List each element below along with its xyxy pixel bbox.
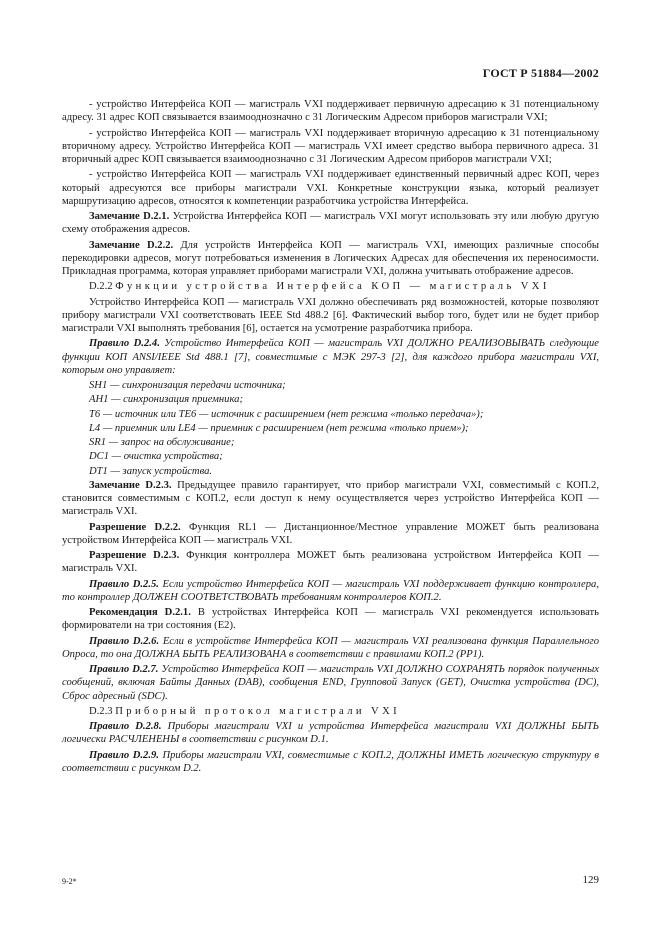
paragraph-text: - устройство Интерфейса КОП — магистраль VXI поддерживает вторичную адресацию к 31 потенциальному вторичному адресу. Устройство Интерфейса КОП — магистраль VXI имеет средство выбора первичного адреса. 31 вторичный адрес КОП связывается взаимооднозначно с 31 Логическим Адресом приборов магистрали VXI; [62, 127, 599, 165]
list-item [62, 450, 599, 463]
section-number: D.2.2 [89, 281, 113, 293]
clause-label: Правило D.2.4. [89, 338, 160, 350]
list-item [62, 379, 599, 392]
paragraph-text: Если устройство Интерфейса КОП — магистраль VXI поддерживает функцию контроллера, то контроллер ДОЛЖЕН СООТВЕТСТВОВАТЬ требованиям контроллеров КОП.2. [62, 578, 600, 603]
list-item [62, 436, 599, 449]
clause-label: Разрешение D.2.2. [89, 521, 181, 533]
paragraph [62, 168, 599, 208]
page-number: 129 [582, 874, 599, 886]
paragraph [62, 749, 599, 776]
body-text [62, 98, 599, 777]
paragraph [62, 635, 599, 662]
section-title: Функции устройства Интерфейса КОП — магистраль VXI [115, 281, 550, 293]
paragraph [62, 663, 599, 703]
paragraph-text: Устройство Интерфейса КОП — магистраль VXI должно обеспечивать ряд возможностей, которые позволяют прибору магистрали VXI соответствовать IEEE Std 488.2 [6]. Фактический выбор того, будет или не будет прибор магистрали VXI выполнять требования [6], остается на усмотрение разработчика прибора. [62, 296, 599, 334]
clause-label: Замечание D.2.1. [89, 211, 170, 222]
paragraph-text: Функция контроллера МОЖЕТ быть реализована устройством Интерфейса КОП — магистраль VXI. [62, 550, 600, 575]
paragraph-text: Приборы магистрали VXI, совместимые с КОП.2, ДОЛЖНЫ ИМЕТЬ логическую структуру в соответствии с рисунком D.2. [62, 749, 600, 774]
paragraph-text: Функция RL1 — Дистанционное/Местное управление МОЖЕТ быть реализована устройством Интерфейса КОП — магистраль VXI. [62, 521, 599, 546]
clause-label: Правило D.2.7. [89, 664, 159, 675]
paragraph-text: Устройства Интерфейса КОП — магистраль VXI могут использовать эту или любую другую схему отображения адресов. [62, 211, 600, 236]
paragraph [62, 720, 599, 747]
section-heading [62, 705, 599, 718]
paragraph-text: AH1 — синхронизация приемника; [89, 394, 243, 406]
paragraph [62, 296, 599, 336]
clause-label: Правило D.2.9. [89, 749, 159, 761]
paragraph [62, 210, 599, 237]
clause-label: Замечание D.2.3. [89, 479, 172, 491]
clause-label: Рекомендация D.2.1. [89, 607, 191, 618]
paragraph [62, 239, 599, 279]
paragraph-text: - устройство Интерфейса КОП — магистраль VXI поддерживает первичную адресацию к 31 потенциальному адресу. 31 адрес КОП связывается взаимооднозначно с 31 Логическим Адресом приборов магистрали VXI; [62, 99, 599, 124]
list-item [62, 422, 599, 435]
list-item [62, 408, 599, 421]
section-title: Приборный протокол магистрали VXI [115, 705, 401, 717]
section-number: D.2.3 [89, 705, 113, 717]
paragraph [62, 479, 599, 519]
paragraph-text: SR1 — запрос на обслуживание; [89, 437, 235, 448]
paragraph-text: В устройствах Интерфейса КОП — магистраль VXI рекомендуется использовать формирователи на три состояния (Е2). [62, 607, 599, 632]
clause-label: Разрешение D.2.3. [89, 550, 180, 561]
clause-label: Правило D.2.6. [89, 635, 160, 647]
paragraph-text: DC1 — очистка устройства; [89, 451, 223, 463]
paragraph [62, 98, 599, 125]
paragraph-text: - устройство Интерфейса КОП — магистраль VXI поддерживает единственный первичный адрес КОП, через который адресуются все приборы магистрали VXI. Конкретные конструкции языка, который реализует маршрутизацию адресов, относятся к компетенции разработчика устройства Интерфейса. [62, 169, 599, 207]
paragraph [62, 578, 599, 605]
paragraph-text: SH1 — синхронизация передачи источника; [89, 380, 286, 391]
paragraph-text: L4 — приемник или LE4 — приемник с расширением (нет режима «только прием»); [89, 422, 469, 434]
paragraph-text: Предыдущее правило гарантирует, что прибор магистрали VXI, совместимый с КОП.2, становится совместимым с КОП.2, если доступ к нему осуществляется через устройство Интерфейса КОП — магистраль VXI. [62, 479, 599, 518]
list-item [62, 393, 599, 406]
paragraph [62, 606, 599, 633]
standard-header: ГОСТ Р 51884—2002 [482, 66, 599, 80]
paragraph-text: Для устройств Интерфейса КОП — магистраль VXI, имеющих различные способы перекодировки адресов, могут потребоваться изменения в Логических Адресах для обеспечения их переносимости. Прикладная программа, которая управляет приборами магистрали VXI, должна учитывать отображение адресов. [62, 239, 599, 277]
paragraph-text: Если в устройстве Интерфейса КОП — магистраль VXI реализована функция Параллельного Опроса, то она ДОЛЖНА БЫТЬ РЕАЛИЗОВАНА в соответствии с правилами КОП.2 (PP1). [62, 635, 599, 660]
paragraph [62, 337, 599, 377]
paragraph [62, 127, 599, 167]
clause-label: Правило D.2.5. [89, 578, 159, 590]
clause-label: Правило D.2.8. [89, 721, 162, 732]
paragraph-text: DT1 — запуск устройства. [89, 465, 213, 477]
paragraph-text: Устройство Интерфейса КОП — магистраль VXI ДОЛЖНО СОХРАНЯТЬ порядок полученных сообщений, включая Байты Данных (DAB), сообщения END, Групповой Запуск (GET), Очистка устройства (DC), Сброс адресный (SDC). [62, 664, 599, 702]
signature-mark: 9-2* [62, 877, 77, 886]
paragraph-text: Приборы магистрали VXI и устройства Интерфейса магистрали VXI ДОЛЖНЫ БЫТЬ логически РАСЧЛЕНЕНЫ в соответствии с рисунком D.1. [62, 721, 599, 746]
list-item [62, 465, 599, 478]
clause-label: Замечание D.2.2. [89, 239, 174, 251]
section-heading [62, 280, 599, 293]
paragraph [62, 549, 599, 576]
paragraph [62, 521, 599, 548]
paragraph-text: T6 — источник или TE6 — источник с расширением (нет режима «только передача»); [89, 408, 484, 420]
paragraph-text: Устройство Интерфейса КОП — магистраль VXI ДОЛЖНО РЕАЛИЗОВЫВАТЬ следующие функции КОП ANSI/IEEE Std 488.1 [7], совместимые с МЭК 297-3 [2], для каждого прибора магистрали VXI, которым оно управляет: [62, 338, 599, 376]
